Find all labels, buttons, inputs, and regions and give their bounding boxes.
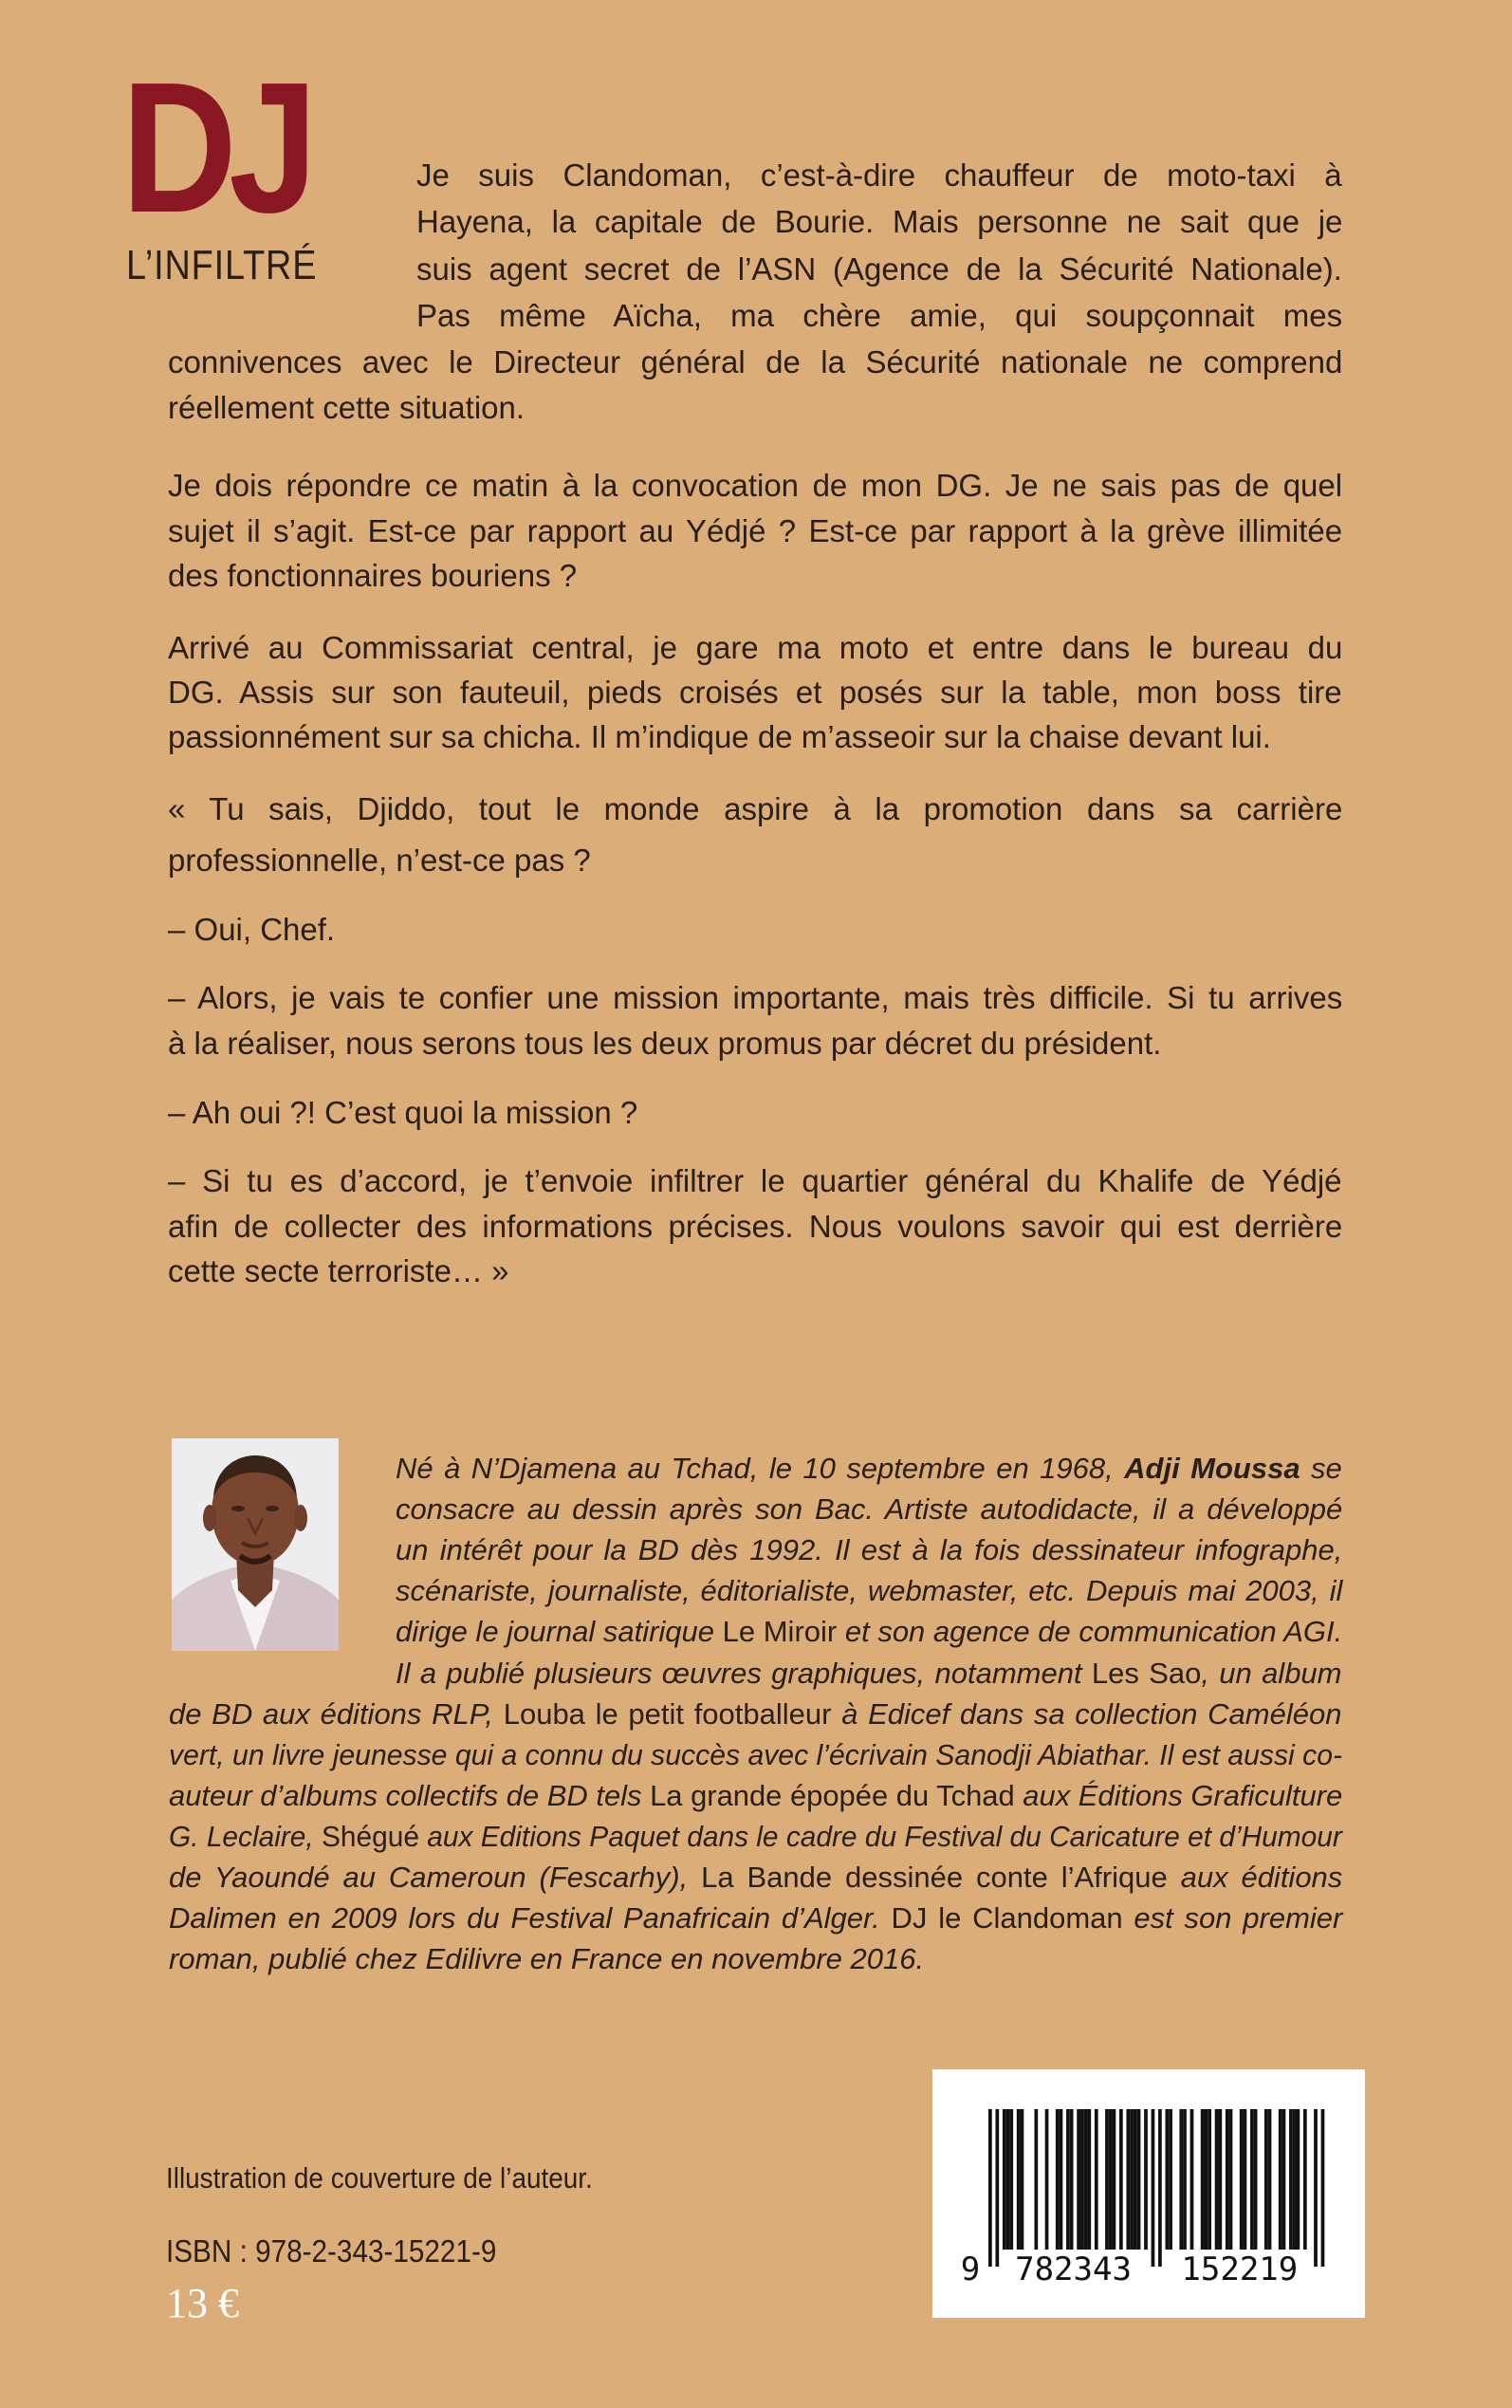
- barcode-bar: [1003, 2109, 1006, 2250]
- blurb-line: Je dois répondre ce matin à la convocation de mon DG. Je ne sais pas de quel: [168, 468, 1343, 503]
- barcode-bar: [1229, 2109, 1233, 2250]
- barcode-bar: [1205, 2109, 1208, 2250]
- price-label: 13 €: [166, 2280, 239, 2326]
- bio-text: de BD aux éditions RLP,: [169, 1696, 504, 1731]
- barcode-bar: [1279, 2109, 1282, 2250]
- bio-text: Dalimen en 2009 lors du Festival Panafricain d’Alger.: [169, 1901, 892, 1936]
- barcode-bar: [1126, 2109, 1130, 2250]
- barcode-bar: [1158, 2109, 1162, 2267]
- barcode-bar: [1105, 2109, 1109, 2250]
- book-title: DJ: [121, 44, 310, 251]
- bio-line: [169, 1695, 1341, 1733]
- bio-text: scénariste, journaliste, éditorialiste, webmaster, etc. Depuis mai 2003, il: [396, 1574, 1343, 1608]
- blurb-line: réellement cette situation.: [168, 390, 526, 425]
- work-title: DJ le Clandoman: [891, 1901, 1123, 1936]
- barcode-bar: [1218, 2109, 1222, 2250]
- bio-line: [169, 1777, 1342, 1815]
- blurb-line: passionnément sur sa chicha. Il m’indique de m’asseoir sur la chaise devant lui.: [168, 719, 1271, 754]
- barcode-bar: [1169, 2109, 1172, 2250]
- bio-text: G. Leclaire,: [169, 1819, 323, 1853]
- barcode-bar: [1134, 2109, 1137, 2250]
- bio-text: dirige le journal satirique: [396, 1615, 723, 1649]
- bio-line: [169, 1899, 1342, 1937]
- barcode-bar: [1066, 2109, 1070, 2250]
- barcode-bar: [1009, 2109, 1013, 2250]
- barcode-bar: [1215, 2109, 1219, 2250]
- barcode-bar: [1321, 2109, 1325, 2267]
- bio-text: aux Éditions Graficulture: [1014, 1778, 1343, 1812]
- barcode-bar: [1095, 2109, 1098, 2250]
- barcode-bar: [1084, 2109, 1088, 2250]
- barcode-bar: [1268, 2109, 1272, 2250]
- bio-line: [169, 1940, 924, 1978]
- work-title: Les Sao: [1091, 1656, 1202, 1690]
- bio-text: un intérêt pour la BD dès 1992. Il est à la fois dessinateur infographe,: [396, 1533, 1343, 1567]
- author-photo: [172, 1438, 339, 1651]
- barcode-bar: [1070, 2109, 1074, 2250]
- bio-text: auteur d’albums collectifs de BD tels: [169, 1778, 651, 1812]
- blurb-line: suis agent secret de l’ASN (Agence de la Sécurité Nationale).: [416, 251, 1342, 287]
- book-subtitle: L’INFILTRÉ: [126, 242, 318, 288]
- barcode-bar: [1166, 2109, 1170, 2250]
- blurb-line: Je suis Clandoman, c’est-à-dire chauffeur de moto-taxi à: [416, 157, 1342, 193]
- barcode-bar: [988, 2109, 992, 2267]
- bio-text: se: [1300, 1452, 1342, 1485]
- work-title: Louba le petit footballeur: [503, 1696, 832, 1731]
- work-title: La grande épopée du Tchad: [650, 1778, 1015, 1812]
- blurb-line: – Alors, je vais te confier une mission importante, mais très difficile. Si tu arrives: [168, 980, 1343, 1015]
- blurb-line: des fonctionnaires bouriens ?: [168, 558, 578, 593]
- work-title: Le Miroir: [722, 1615, 838, 1649]
- blurb-line: afin de collecter des informations précises. Nous voulons savoir qui est derrière: [168, 1209, 1343, 1244]
- blurb-line: – Si tu es d’accord, je t’envoie infiltrer le quartier général du Khalife de Yédjé: [168, 1163, 1342, 1198]
- barcode-bar: [1130, 2109, 1134, 2250]
- blurb-line: Arrivé au Commissariat central, je gare ma moto et entre dans le bureau du: [168, 630, 1343, 665]
- blurb-line: – Oui, Chef.: [168, 912, 336, 947]
- bio-line: [396, 1450, 1342, 1488]
- barcode-bar: [1077, 2109, 1080, 2250]
- barcode-bar: [1056, 2109, 1060, 2250]
- bio-text: Né à N’Djamena au Tchad, le 10 septembre en 1968,: [396, 1452, 1125, 1485]
- bio-text: roman, publié chez Edilivre en France en novembre 2016.: [169, 1942, 925, 1976]
- barcode-bar: [1109, 2109, 1113, 2250]
- bio-text: de Yaoundé au Cameroun (Fescarhy),: [169, 1861, 702, 1894]
- blurb-line: DG. Assis sur son fauteuil, pieds croisés et posés sur la table, mon boss tire: [168, 675, 1342, 710]
- bio-line: [396, 1531, 1342, 1569]
- bio-line: [169, 1736, 1342, 1774]
- author-name: Adji Moussa: [1124, 1452, 1300, 1485]
- bio-line: [396, 1572, 1342, 1610]
- barcode-bar: [1006, 2109, 1010, 2250]
- barcode-icon: [932, 2069, 1365, 2318]
- blurb-line: sujet il s’agit. Est-ce par rapport au Yédjé ? Est-ce par rapport à la grève illimitée: [168, 513, 1343, 548]
- barcode-bar: [1297, 2109, 1300, 2250]
- blurb-line: – Ah oui ?! C’est quoi la mission ?: [168, 1095, 638, 1130]
- barcode-bar: [1240, 2109, 1244, 2250]
- blurb-line: Pas même Aïcha, ma chère amie, qui soupçonnait mes: [416, 298, 1343, 333]
- blurb-line: connivences avec le Directeur général de la Sécurité nationale ne comprend: [168, 344, 1343, 380]
- barcode-bar: [1017, 2109, 1021, 2250]
- bio-text: et son agence de communication AGI.: [837, 1615, 1343, 1649]
- work-title: La Bande dessinée conte l’Afrique: [701, 1861, 1168, 1894]
- barcode-bar: [1034, 2109, 1038, 2250]
- barcode-bar: [1137, 2109, 1141, 2250]
- barcode-bar: [1152, 2109, 1155, 2267]
- blurb-line: Hayena, la capitale de Bourie. Mais personne ne sait que je: [416, 204, 1343, 239]
- barcode-bar: [1303, 2109, 1307, 2250]
- barcode-bar: [1293, 2109, 1297, 2250]
- barcode-bar: [1021, 2109, 1024, 2250]
- blurb-line: cette secte terroriste… »: [168, 1253, 509, 1288]
- blurb-line: professionnelle, n’est-ce pas ?: [168, 843, 591, 878]
- barcode-bar: [1208, 2109, 1211, 2250]
- bio-text: aux Editions Paquet dans le cadre du Festival du Caricature et d’Humour: [418, 1819, 1342, 1853]
- blurb-line: « Tu sais, Djiddo, tout le monde aspire à la promotion dans sa carrière: [168, 791, 1343, 826]
- barcode-digits: 9: [960, 2251, 981, 2288]
- isbn-label: ISBN : 978-2-343-15221-9: [166, 2233, 497, 2269]
- barcode-bar: [1087, 2109, 1091, 2250]
- bio-line: [169, 1859, 1342, 1897]
- barcode-bar: [1226, 2109, 1229, 2250]
- barcode-bar: [1045, 2109, 1049, 2250]
- barcode-bar: [1179, 2109, 1183, 2250]
- barcode-bar: [1244, 2109, 1247, 2250]
- bio-text: consacre au dessin après son Bac. Artiste autodidacte, il a développé: [396, 1492, 1343, 1527]
- barcode-bar: [1183, 2109, 1187, 2250]
- barcode-bar: [1289, 2109, 1293, 2250]
- bio-line: [169, 1818, 1342, 1856]
- barcode-bar: [1190, 2109, 1194, 2250]
- illustration-credit: Illustration de couverture de l’auteur.: [166, 2161, 593, 2195]
- barcode-bar: [1060, 2109, 1063, 2250]
- bio-text: à Edicef dans sa collection Caméléon: [831, 1696, 1342, 1731]
- bio-text: aux éditions: [1167, 1861, 1343, 1894]
- bio-line: [396, 1613, 1342, 1651]
- barcode-digits: 782343: [1015, 2251, 1132, 2288]
- barcode-bar: [1282, 2109, 1286, 2250]
- barcode-bar: [1250, 2109, 1254, 2250]
- bio-text: est son premier: [1122, 1901, 1343, 1936]
- barcode-digits: 152219: [1181, 2251, 1299, 2288]
- barcode-bar: [1314, 2109, 1318, 2267]
- barcode-bar: [1080, 2109, 1084, 2250]
- bio-text: Il a publié plusieurs œuvres graphiques, notamment: [396, 1656, 1092, 1690]
- barcode-bar: [1119, 2109, 1123, 2250]
- barcode-bar: [995, 2109, 999, 2267]
- barcode-panel: [932, 2069, 1365, 2318]
- blurb-line: à la réaliser, nous serons tous les deux promus par décret du président.: [168, 1026, 1162, 1061]
- barcode-bar: [1144, 2109, 1148, 2250]
- barcode-bar: [1113, 2109, 1116, 2250]
- bio-line: [396, 1491, 1342, 1528]
- bio-text: vert, un livre jeunesse qui a connu du succès avec l’écrivain Sanodji Abiathar. Il est aussi co-: [169, 1737, 1343, 1771]
- author-portrait-icon: [172, 1438, 339, 1651]
- work-title: Shégué: [322, 1819, 419, 1853]
- bio-line: [396, 1655, 1342, 1693]
- barcode-bar: [1254, 2109, 1258, 2250]
- barcode-bar: [1201, 2109, 1205, 2250]
- barcode-bar: [1264, 2109, 1268, 2250]
- bio-text: , un album: [1201, 1656, 1342, 1690]
